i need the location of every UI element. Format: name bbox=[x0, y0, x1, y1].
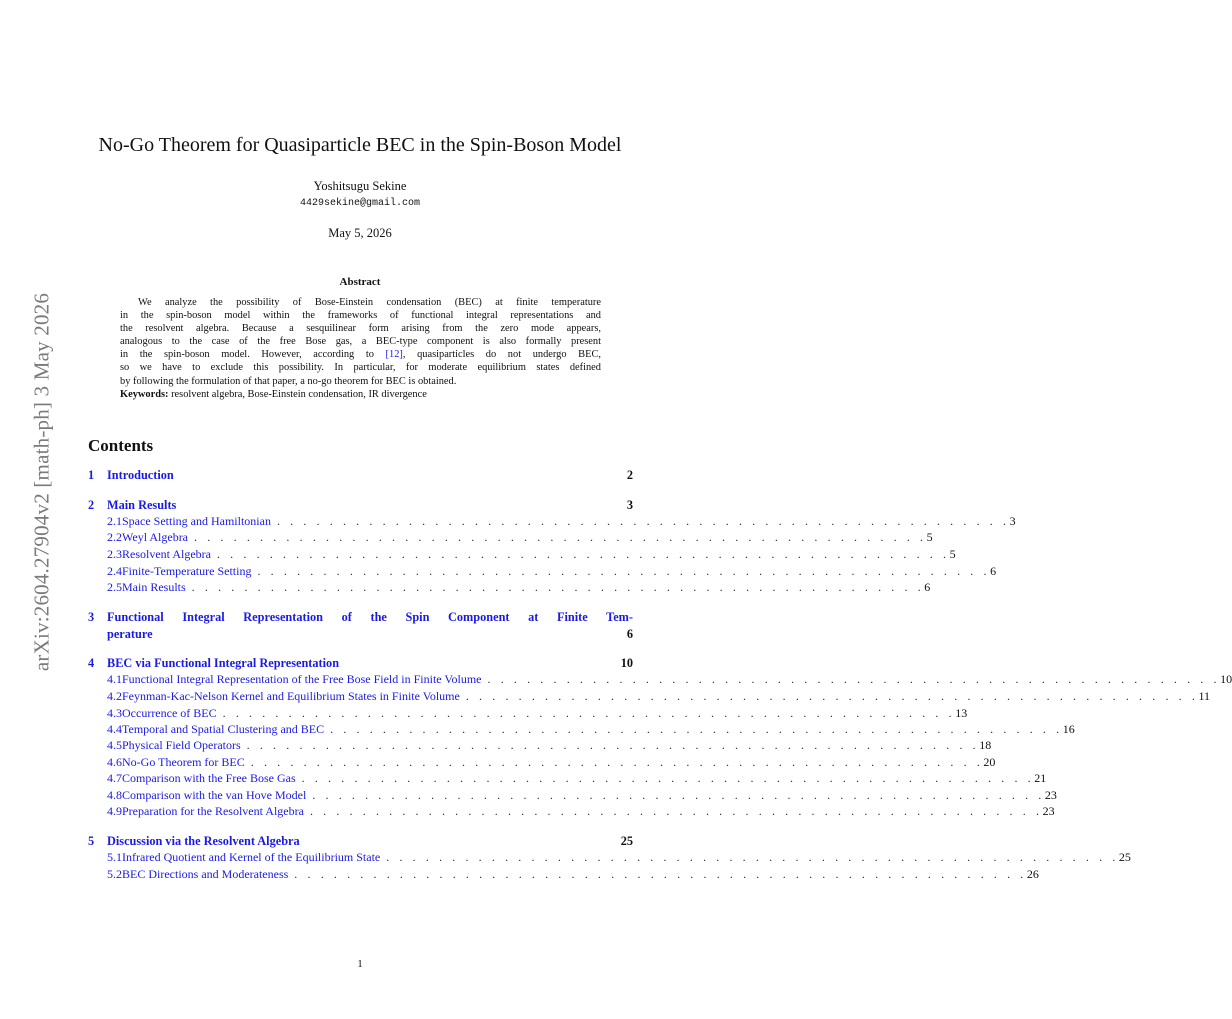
toc-page-number: 23 bbox=[1044, 788, 1057, 802]
abstract-line: the resolvent algebra. Because a sesquilinear form arising from the zero mode appears, bbox=[120, 323, 601, 335]
abstract-line: We analyze the possibility of Bose-Einstein condensation (BEC) at finite temperature bbox=[138, 297, 601, 308]
toc-subsection-number[interactable]: 2.1 bbox=[107, 514, 122, 528]
toc-subsection-title[interactable]: Functional Integral Representation of the Free Bose Field in Finite Volume bbox=[122, 672, 482, 686]
toc-subsection-title[interactable]: Weyl Algebra bbox=[122, 530, 189, 544]
toc-subsection-title[interactable]: Physical Field Operators bbox=[122, 738, 241, 752]
toc-subsection-title[interactable]: Resolvent Algebra bbox=[122, 547, 211, 561]
toc-subsection-title[interactable]: Main Results bbox=[122, 580, 186, 594]
citation-link[interactable]: [12] bbox=[385, 349, 403, 361]
toc-dot-leader: . . . . . . . . . . . . . . . . . . . . . . . . . . . . . . . . . . . . . . . . . . . . . . . . . . . . . . . . bbox=[465, 689, 1199, 703]
toc-subsection[interactable] bbox=[88, 803, 1055, 819]
toc-dot-leader: . . . . . . . . . . . . . . . . . . . . . . . . . . . . . . . . . . . . . . . . . . . . . . . . . . . . . . . . bbox=[246, 738, 980, 752]
toc-section-title-continued[interactable]: perature bbox=[107, 627, 153, 641]
toc-page-number: 21 bbox=[1034, 771, 1047, 785]
toc-page-number: 3 bbox=[626, 498, 633, 512]
toc-page-number: 10 bbox=[1220, 672, 1232, 686]
toc-section[interactable] bbox=[88, 497, 633, 513]
toc-dot-leader: . . . . . . . . . . . . . . . . . . . . . . . . . . . . . . . . . . . . . . . . . . . . . . . . . . . . . . . . bbox=[194, 530, 927, 544]
toc-dot-leader: . . . . . . . . . . . . . . . . . . . . . . . . . . . . . . . . . . . . . . . . . . . . . . . . . . . . . . . . bbox=[216, 547, 950, 561]
toc-subsection-number[interactable]: 5.2 bbox=[107, 867, 122, 881]
toc-section-continuation[interactable] bbox=[88, 626, 633, 642]
toc-subsection-number[interactable]: 4.6 bbox=[107, 755, 122, 769]
toc-page-number: 18 bbox=[979, 738, 992, 752]
toc-subsection[interactable] bbox=[88, 754, 996, 770]
toc-page-number: 20 bbox=[983, 755, 996, 769]
toc-page-number: 23 bbox=[1042, 804, 1055, 818]
toc-subsection-title[interactable]: Finite-Temperature Setting bbox=[122, 564, 252, 578]
toc-page-number: 26 bbox=[1026, 867, 1039, 881]
toc-page-number: 5 bbox=[949, 547, 956, 561]
toc-subsection[interactable] bbox=[88, 671, 1232, 687]
toc-subsection-number[interactable]: 5.1 bbox=[107, 850, 122, 864]
toc-dot-leader: . . . . . . . . . . . . . . . . . . . . . . . . . . . . . . . . . . . . . . . . . . . . . . . . . . . . . . . . bbox=[386, 850, 1119, 864]
arxiv-identifier-stamp: arXiv:2604.27904v2 [math-ph] 3 May 2026 bbox=[29, 292, 54, 672]
toc-subsection-number[interactable]: 4.3 bbox=[107, 706, 122, 720]
toc-subsection[interactable] bbox=[88, 513, 1016, 529]
abstract-line: analogous to the case of the free Bose gas, a BEC-type component is also formally present bbox=[120, 336, 601, 348]
toc-section-number[interactable]: 2 bbox=[88, 498, 95, 512]
paper-date: May 5, 2026 bbox=[328, 226, 392, 240]
toc-subsection-title[interactable]: Occurrence of BEC bbox=[122, 706, 217, 720]
toc-subsection-title[interactable]: BEC Directions and Moderateness bbox=[122, 867, 289, 881]
toc-section-title[interactable]: Functional Integral Representation of the Spin Component at Finite Tem- bbox=[107, 610, 633, 624]
toc-section-title[interactable]: Discussion via the Resolvent Algebra bbox=[107, 834, 300, 848]
toc-subsection[interactable] bbox=[88, 737, 992, 753]
toc-section[interactable] bbox=[88, 467, 633, 483]
toc-subsection-number[interactable]: 2.3 bbox=[107, 547, 122, 561]
toc-page-number: 6 bbox=[924, 580, 931, 594]
abstract-line: by following the formulation of that paper, a no-go theorem for BEC is obtained. bbox=[120, 375, 457, 387]
toc-section[interactable] bbox=[88, 609, 633, 625]
abstract-text: in the spin-boson model. However, according to bbox=[120, 349, 386, 361]
toc-subsection-title[interactable]: Preparation for the Resolvent Algebra bbox=[122, 804, 304, 818]
toc-section[interactable] bbox=[88, 655, 633, 671]
toc-subsection-title[interactable]: Comparison with the van Hove Model bbox=[122, 788, 307, 802]
toc-page-number: 5 bbox=[926, 530, 933, 544]
toc-section-title[interactable]: Introduction bbox=[107, 468, 174, 482]
toc-dot-leader: . . . . . . . . . . . . . . . . . . . . . . . . . . . . . . . . . . . . . . . . . . . . . . . . . . . . . . . . bbox=[257, 564, 991, 578]
toc-subsection[interactable] bbox=[88, 579, 931, 595]
abstract-line: in the spin-boson model within the frameworks of functional integral representations and bbox=[120, 310, 601, 322]
abstract-text: , quasiparticles do not undergo BEC, bbox=[402, 349, 601, 361]
toc-subsection-number[interactable]: 2.2 bbox=[107, 530, 122, 544]
abstract-line: so we have to exclude this possibility. In particular, for moderate equilibrium states defined bbox=[120, 362, 601, 374]
toc-dot-leader: . . . . . . . . . . . . . . . . . . . . . . . . . . . . . . . . . . . . . . . . . . . . . . . . . . . . . . . . bbox=[191, 580, 925, 594]
toc-subsection-number[interactable]: 2.4 bbox=[107, 564, 122, 578]
toc-subsection[interactable] bbox=[88, 721, 1075, 737]
page-number: 1 bbox=[357, 958, 363, 970]
toc-page-number: 6 bbox=[990, 564, 997, 578]
paper-title: No-Go Theorem for Quasiparticle BEC in the Spin-Boson Model bbox=[98, 134, 622, 156]
toc-subsection-number[interactable]: 2.5 bbox=[107, 580, 122, 594]
toc-subsection-title[interactable]: Comparison with the Free Bose Gas bbox=[122, 771, 296, 785]
toc-page-number: 2 bbox=[626, 468, 633, 482]
toc-subsection[interactable] bbox=[88, 849, 1131, 865]
author-email[interactable]: 4429sekine@gmail.com bbox=[299, 198, 421, 209]
toc-dot-leader: . . . . . . . . . . . . . . . . . . . . . . . . . . . . . . . . . . . . . . . . . . . . . . . . . . . . . . . . bbox=[250, 755, 984, 769]
toc-subsection-number[interactable]: 4.1 bbox=[107, 672, 122, 686]
toc-dot-leader: . . . . . . . . . . . . . . . . . . . . . . . . . . . . . . . . . . . . . . . . . . . . . . . . . . . . . . . . bbox=[222, 706, 956, 720]
toc-page-number: 11 bbox=[1198, 689, 1211, 703]
contents-heading: Contents bbox=[88, 436, 154, 455]
toc-subsection-number[interactable]: 4.5 bbox=[107, 738, 122, 752]
keywords-text: resolvent algebra, Bose-Einstein condensation, IR divergence bbox=[168, 388, 427, 400]
abstract-heading: Abstract bbox=[339, 276, 381, 288]
author-name: Yoshitsugu Sekine bbox=[313, 179, 407, 193]
toc-subsection[interactable] bbox=[88, 529, 933, 545]
table-of-contents bbox=[88, 0, 1232, 1019]
toc-subsection-title[interactable]: Feynman-Kac-Nelson Kernel and Equilibrium States in Finite Volume bbox=[122, 689, 460, 703]
toc-subsection-number[interactable]: 4.2 bbox=[107, 689, 122, 703]
toc-section[interactable] bbox=[88, 833, 633, 849]
toc-dot-leader: . . . . . . . . . . . . . . . . . . . . . . . . . . . . . . . . . . . . . . . . . . . . . . . . . . . . . . . . bbox=[294, 867, 1027, 881]
toc-page-number: 25 bbox=[1118, 850, 1131, 864]
toc-subsection-number[interactable]: 4.7 bbox=[107, 771, 122, 785]
toc-section-number[interactable]: 1 bbox=[88, 468, 95, 482]
toc-subsection[interactable] bbox=[88, 563, 997, 579]
toc-section-title[interactable]: Main Results bbox=[107, 498, 177, 512]
toc-dot-leader: . . . . . . . . . . . . . . . . . . . . . . . . . . . . . . . . . . . . . . . . . . . . . . . . . . . . . . . . bbox=[330, 722, 1063, 736]
toc-subsection-number[interactable]: 4.9 bbox=[107, 804, 122, 818]
toc-subsection[interactable] bbox=[88, 787, 1057, 803]
toc-subsection[interactable] bbox=[88, 688, 1211, 704]
toc-page-number: 3 bbox=[1009, 514, 1016, 528]
toc-section-number[interactable]: 3 bbox=[88, 610, 95, 624]
toc-dot-leader: . . . . . . . . . . . . . . . . . . . . . . . . . . . . . . . . . . . . . . . . . . . . . . . . . . . . . . . . bbox=[301, 771, 1035, 785]
toc-page-number: 6 bbox=[626, 627, 633, 641]
toc-subsection-title[interactable]: Space Setting and Hamiltonian bbox=[122, 514, 271, 528]
toc-dot-leader: . . . . . . . . . . . . . . . . . . . . . . . . . . . . . . . . . . . . . . . . . . . . . . . . . . . . . . . . bbox=[309, 804, 1043, 818]
toc-dot-leader: . . . . . . . . . . . . . . . . . . . . . . . . . . . . . . . . . . . . . . . . . . . . . . . . . . . . . . . . bbox=[487, 672, 1221, 686]
toc-subsection-title[interactable]: Temporal and Spatial Clustering and BEC bbox=[122, 722, 325, 736]
toc-section-title[interactable]: BEC via Functional Integral Representation bbox=[107, 656, 340, 670]
keywords-label: Keywords: bbox=[120, 388, 169, 400]
toc-subsection[interactable] bbox=[88, 546, 956, 562]
toc-page-number: 13 bbox=[955, 706, 968, 720]
toc-subsection[interactable] bbox=[88, 770, 1047, 786]
toc-subsection-title[interactable]: Infrared Quotient and Kernel of the Equilibrium State bbox=[122, 850, 381, 864]
toc-subsection[interactable] bbox=[88, 705, 968, 721]
toc-page-number: 16 bbox=[1062, 722, 1075, 736]
toc-page-number: 25 bbox=[620, 834, 633, 848]
toc-subsection-number[interactable]: 4.8 bbox=[107, 788, 122, 802]
toc-dot-leader: . . . . . . . . . . . . . . . . . . . . . . . . . . . . . . . . . . . . . . . . . . . . . . . . . . . . . . . . bbox=[276, 514, 1010, 528]
toc-subsection[interactable] bbox=[88, 866, 1039, 882]
toc-section-number[interactable]: 5 bbox=[88, 834, 95, 848]
toc-section-number[interactable]: 4 bbox=[88, 656, 95, 670]
toc-page-number: 10 bbox=[620, 656, 633, 670]
toc-subsection-title[interactable]: No-Go Theorem for BEC bbox=[122, 755, 245, 769]
toc-subsection-number[interactable]: 4.4 bbox=[107, 722, 122, 736]
toc-dot-leader: . . . . . . . . . . . . . . . . . . . . . . . . . . . . . . . . . . . . . . . . . . . . . . . . . . . . . . . . bbox=[312, 788, 1045, 802]
